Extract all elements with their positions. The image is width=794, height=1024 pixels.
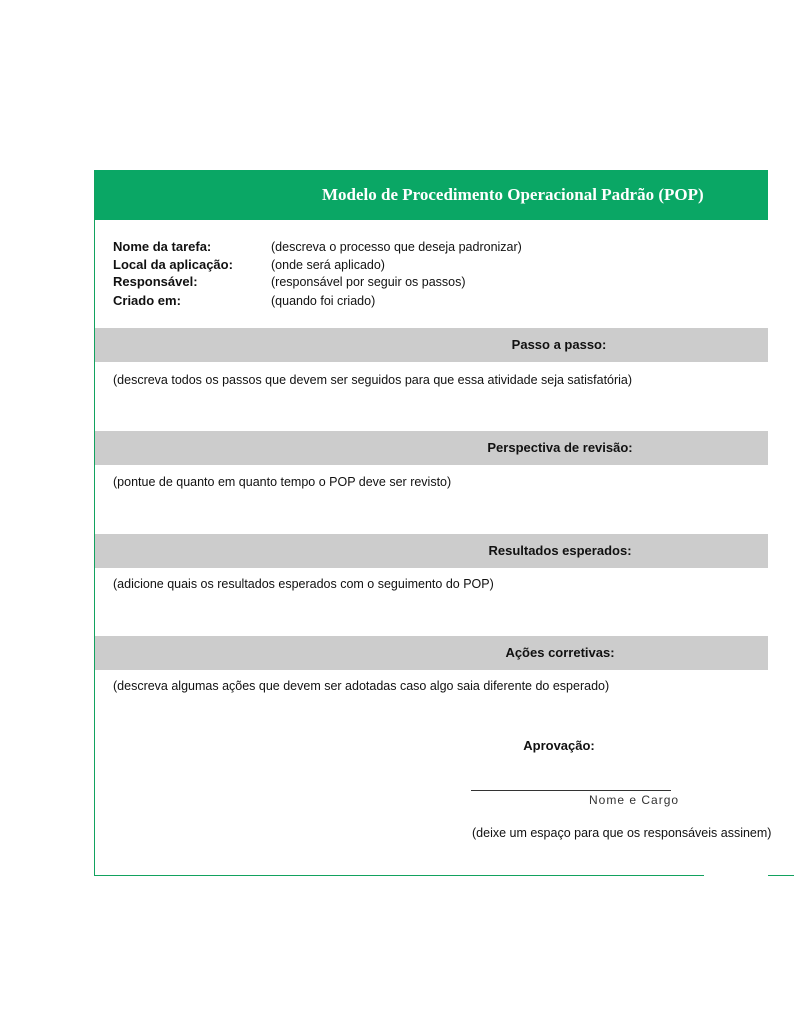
responsible-value: (responsável por seguir os passos) — [271, 275, 466, 289]
created-at-label: Criado em: — [113, 293, 181, 308]
responsible-label: Responsável: — [113, 274, 198, 289]
created-at-value: (quando foi criado) — [271, 294, 376, 308]
section-step-by-step-description: (descreva todos os passos que devem ser seguidos para que essa atividade seja satisfatória) — [113, 373, 633, 387]
section-review-title: Perspectiva de revisão: — [487, 440, 633, 455]
section-review-bar — [95, 431, 768, 465]
section-results-description: (adicione quais os resultados esperados com o seguimento do POP) — [113, 577, 494, 591]
header-mask — [705, 170, 768, 220]
header-bar — [95, 170, 768, 220]
frame-mask — [704, 860, 768, 880]
section-corrective-bar — [95, 636, 768, 670]
signature-line — [471, 790, 671, 791]
section-corrective-title: Ações corretivas: — [505, 645, 615, 660]
section-results-bar — [95, 534, 768, 568]
approval-title: Aprovação: — [523, 738, 595, 753]
section-results-title: Resultados esperados: — [488, 543, 632, 558]
section-step-by-step-title: Passo a passo: — [511, 337, 607, 352]
section-step-by-step-bar — [95, 328, 768, 362]
application-place-value: (onde será aplicado) — [271, 258, 385, 272]
section-corrective-description: (descreva algumas ações que devem ser adotadas caso algo saia diferente do esperado) — [113, 679, 610, 693]
section-review-description: (pontue de quanto em quanto tempo o POP deve ser revisto) — [113, 475, 452, 489]
document-title: Modelo de Procedimento Operacional Padrão (POP) — [322, 185, 704, 204]
signature-label: Nome e Cargo — [589, 793, 680, 807]
task-name-value: (descreva o processo que deseja padronizar) — [271, 240, 522, 254]
approval-description: (deixe um espaço para que os responsáveis assinem) — [472, 826, 772, 840]
application-place-label: Local da aplicação: — [113, 257, 233, 272]
task-name-label: Nome da tarefa: — [113, 239, 212, 254]
